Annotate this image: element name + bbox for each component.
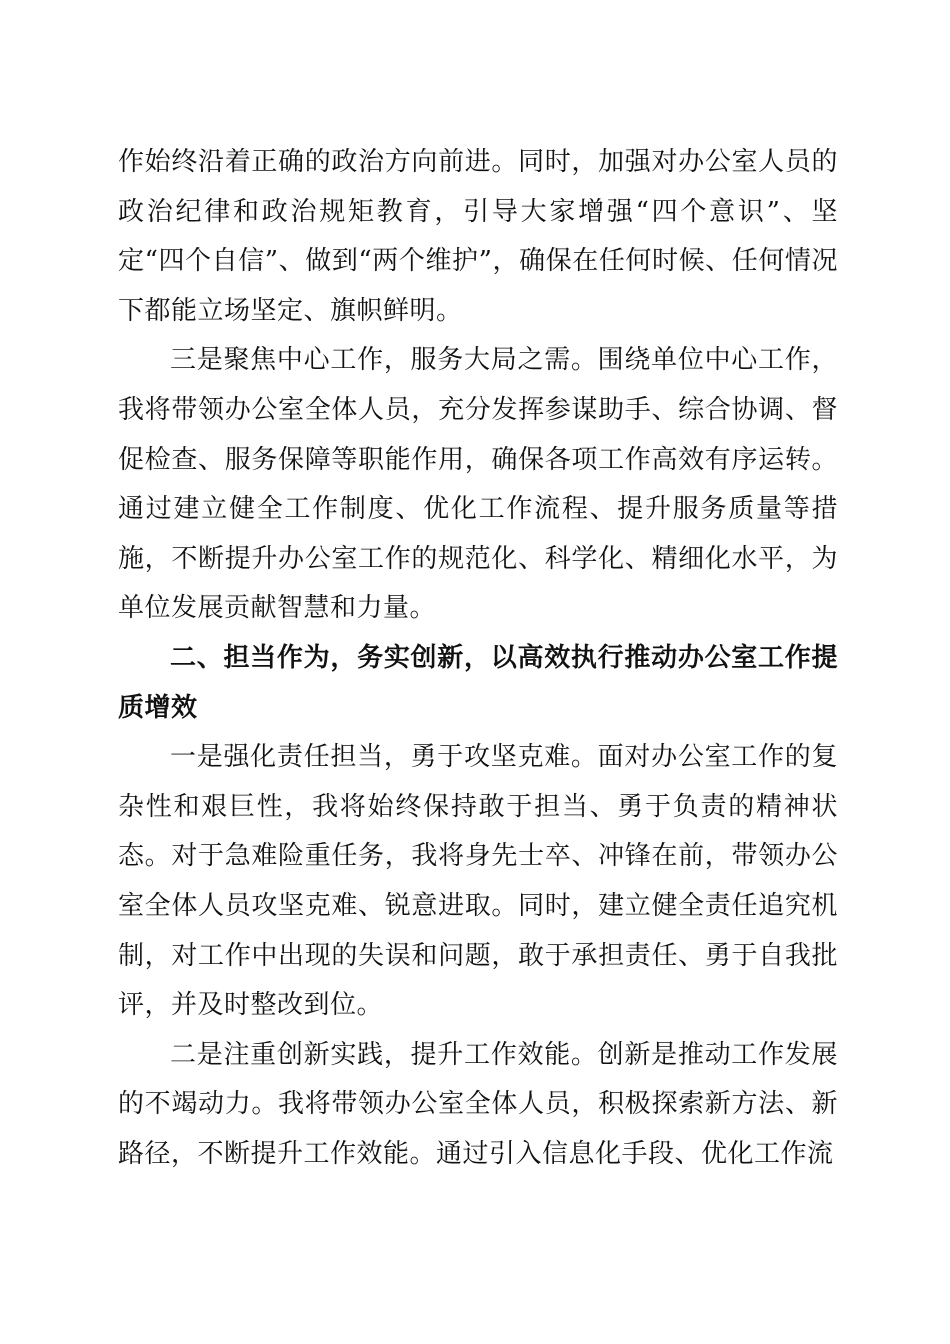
paragraph-third-point: 三是聚焦中心工作，服务大局之需。围绕单位中心工作，我将带领办公室全体人员，充分发挥参谋助手、综合协调、督促检查、服务保障等职能作用，确保各项工作高效有序运转。通过建立健全工作制度、优化工作流程、提升服务质量等措施，不断提升办公室工作的规范化、科学化、精细化水平，为单位发展贡献智慧和力量。 xyxy=(118,345,838,624)
section-heading: 二、担当作为，务实创新，以高效执行推动办公室工作提质增效 xyxy=(118,642,838,723)
paragraph-second-point: 二是注重创新实践，提升工作效能。创新是推动工作发展的不竭动力。我将带领办公室全体人员，积极探索新方法、新路径，不断提升工作效能。通过引入信息化手段、优化工作流 xyxy=(118,1039,838,1169)
paragraph-first-point: 一是强化责任担当，勇于攻坚克难。面对办公室工作的复杂性和艰巨性，我将始终保持敢于担当、勇于负责的精神状态。对于急难险重任务，我将身先士卒、冲锋在前，带领办公室全体人员攻坚克难、锐意进取。同时，建立健全责任追究机制，对工作中出现的失误和问题，敢于承担责任、勇于自我批评，并及时整改到位。 xyxy=(118,742,838,1021)
paragraph-continued: 作始终沿着正确的政治方向前进。同时，加强对办公室人员的政治纪律和政治规矩教育，引导大家增强“四个意识”、坚定“四个自信”、做到“两个维护”，确保在任何时候、任何情况下都能立场坚定、旗帜鲜明。 xyxy=(118,147,838,326)
document-body xyxy=(118,138,838,1179)
